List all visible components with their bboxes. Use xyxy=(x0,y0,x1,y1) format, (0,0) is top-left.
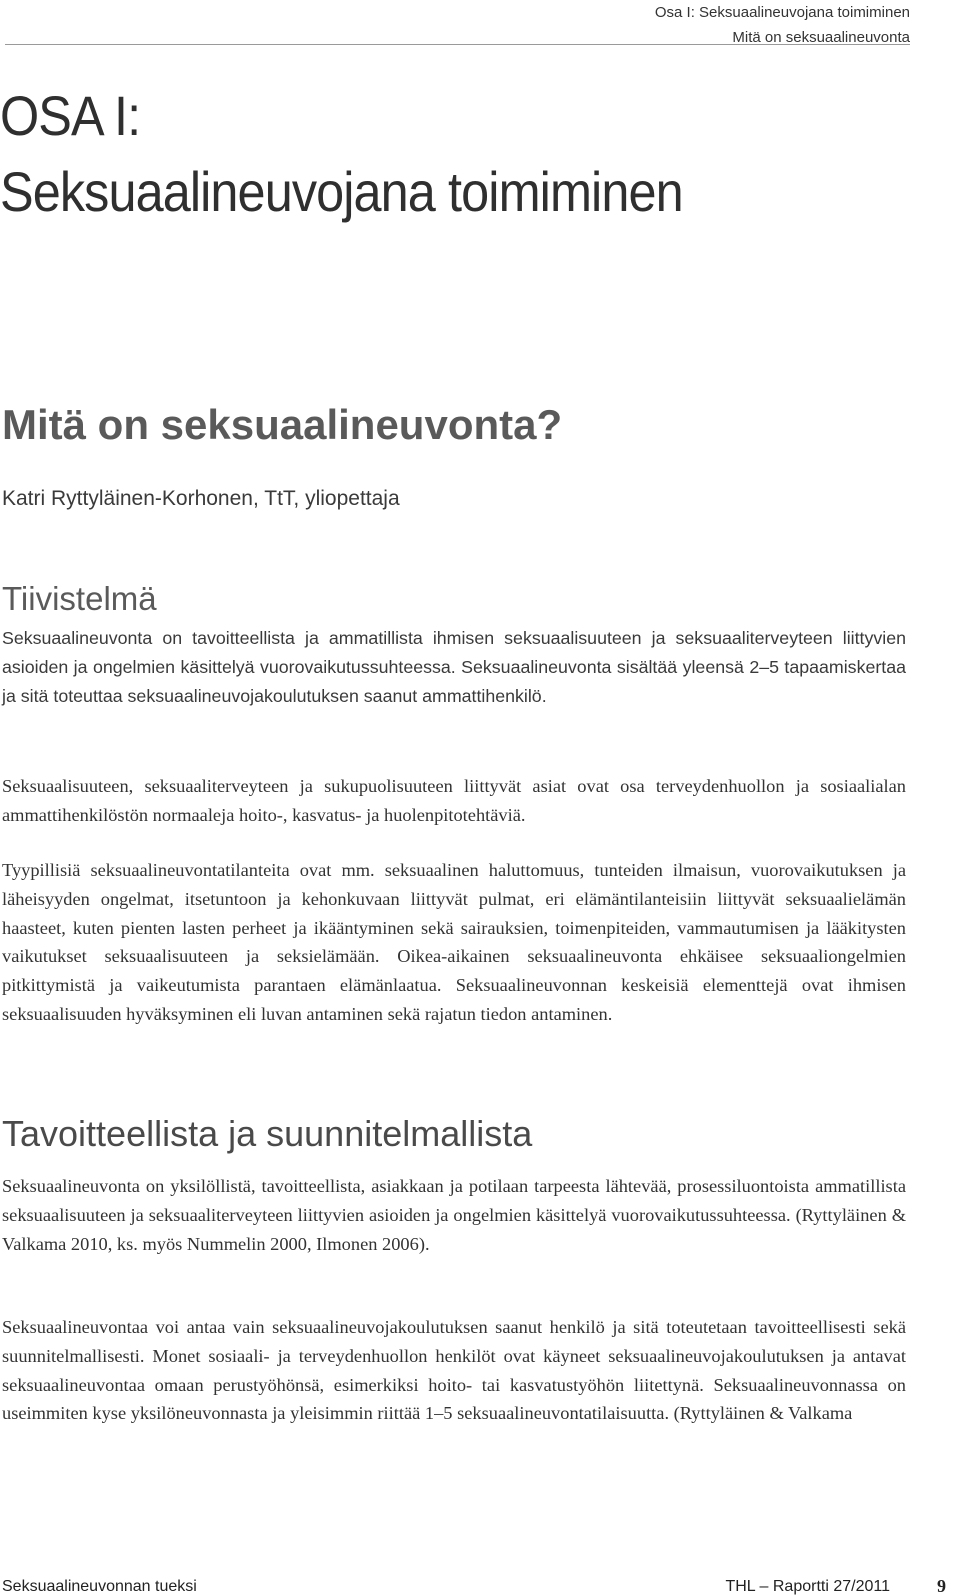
chapter-title: Mitä on seksuaalineuvonta? xyxy=(2,401,563,448)
running-header-part: Osa I: Seksuaalineuvojana toimiminen xyxy=(654,4,910,21)
section-paragraph: Seksuaalineuvonta on yksilöllistä, tavoitteellista, asiakkaan ja potilaan tarpeesta lähtevää, prosessiluontoista ammatillista seksuaalisuuteen ja seksuaaliterveyteen liittyvien asioiden ja ongelmien käsittelyä vuorovaikutussuhteessa. (Ryttyläinen & Valkama 2010, ks. myös Nummelin 2000, Ilmonen 2006). xyxy=(2,1176,906,1254)
footer-publication-title: Seksuaalineuvonnan tueksi xyxy=(2,1578,197,1595)
header-divider xyxy=(5,44,910,45)
part-title-line1: OSA I: xyxy=(0,84,141,147)
part-title-line2: Seksuaalineuvojana toimiminen xyxy=(0,160,683,223)
section-heading: Tavoitteellista ja suunnitelmallista xyxy=(2,1113,533,1154)
author-line: Katri Ryttyläinen-Korhonen, TtT, yliopettaja xyxy=(2,487,400,510)
page-number: 9 xyxy=(937,1576,946,1596)
abstract-paragraph: Seksuaalineuvonta on tavoitteellista ja ammatillista ihmisen seksuaalisuuteen ja seksuaaliterveyteen liittyvien asioiden ja ongelmien käsittelyä vuorovaikutussuhteessa. Seksuaalineuvonta sisältää yleensä 2–5 tapaamiskertaa ja sitä toteuttaa seksuaalineuvojakoulutuksen saanut ammattihenkilö. xyxy=(2,628,906,706)
running-header-chapter: Mitä on seksuaalineuvonta xyxy=(732,29,910,46)
body-paragraph: Seksuaalisuuteen, seksuaaliterveyteen ja sukupuolisuuteen liittyvät asiat ovat osa terveydenhuollon ja sosiaalialan ammattihenkilöstön normaaleja hoito-, kasvatus- ja huolenpitotehtäviä. xyxy=(2,776,906,825)
body-paragraph: Tyypillisiä seksuaalineuvontatilanteita ovat mm. seksuaalinen haluttomuus, tunteiden ilmaisun, vuorovaikutuksen ja läheisyyden ongelmat, itsetuntoon ja kehonkuvaan liittyvät pulmat, eri elämäntilanteisiin liittyvät seksuaalielämän haasteet, kuten pienten lasten perheet ja ikääntyminen sekä sairauksien, toimenpiteiden, vammautumisen ja lääkitysten vaikutukset seksuaalisuuteen ja seksielämään. Oikea-aikainen seksuaalineuvonta ehkäisee seksuaaliongelmien pitkittymistä ja vaikeutumista parantaen elämänlaatua. Seksuaalineuvonnan keskeisiä elementtejä ovat ihmisen seksuaalisuuden hyväksyminen eli luvan antaminen sekä rajatun tiedon antaminen. xyxy=(2,860,906,1024)
footer-report-number: THL – Raportti 27/2011 xyxy=(725,1578,890,1595)
section-paragraph: Seksuaalineuvontaa voi antaa vain seksuaalineuvojakoulutuksen saanut henkilö ja sitä toteutetaan tavoitteellisesti sekä suunnitelmallisesti. Monet sosiaali- ja terveydenhuollon henkilöt ovat käyneet seksuaalineuvojakoulutuksen ja antavat seksuaalineuvontaa omaan perustyöhönsä, esimerkiksi hoito- tai kasvatustyöhön liitettynä. Seksuaalineuvonnassa on useimmiten kyse yksilöneuvonnasta ja yleisimmin riittää 1–5 seksuaalineuvontatilaisuutta. (Ryttyläinen & Valkama xyxy=(2,1317,906,1424)
abstract-heading: Tiivistelmä xyxy=(2,580,157,617)
running-header xyxy=(655,0,910,50)
part-title xyxy=(0,78,683,230)
